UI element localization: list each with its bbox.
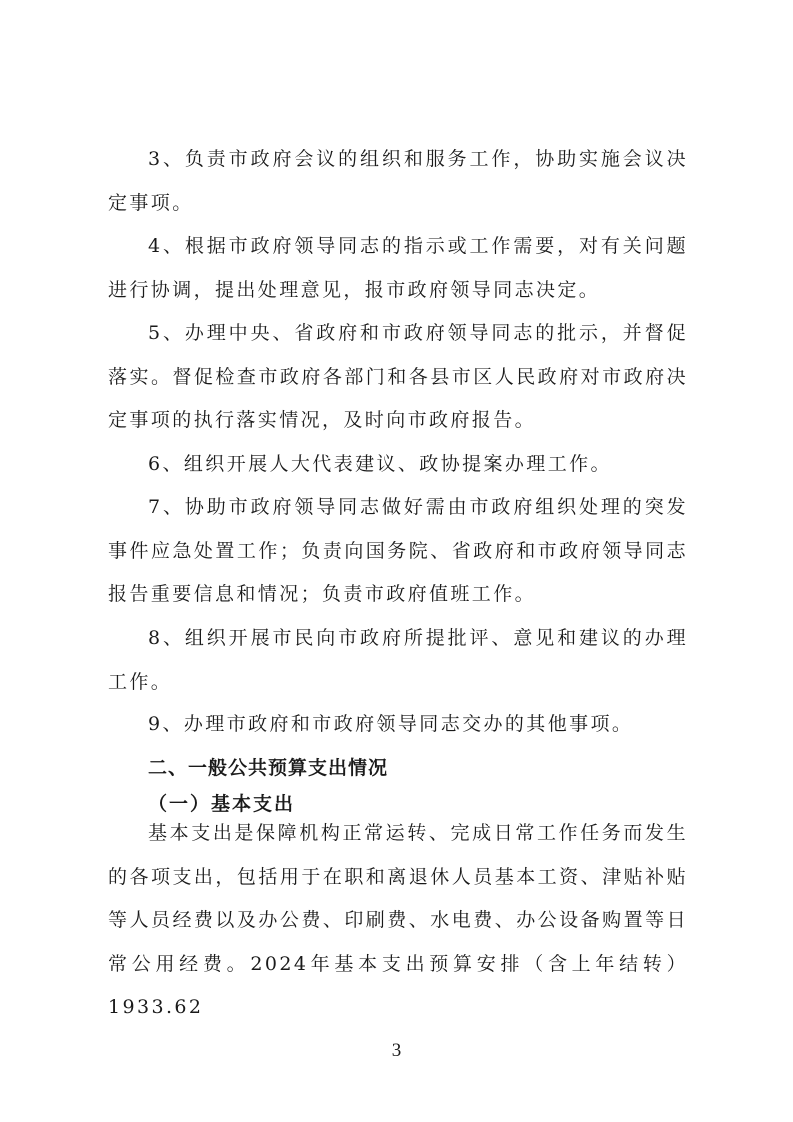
duty-item-3: 3、负责市政府会议的组织和服务工作，协助实施会议决定事项。 — [108, 148, 688, 214]
duty-item-5: 5、办理中央、省政府和市政府领导同志的批示，并督促落实。督促检查市政府各部门和各县市区人民政府对市政府决定事项的执行落实情况，及时向市政府报告。 — [108, 322, 688, 431]
duty-item-6: 6、组织开展人大代表建议、政协提案办理工作。 — [148, 453, 612, 475]
duty-item-7: 7、协助市政府领导同志做好需由市政府组织处理的突发事件应急处置工作；负责向国务院、省政府和市政府领导同志报告重要信息和情况；负责市政府值班工作。 — [108, 496, 688, 605]
subsection-heading: （一）基本支出 — [148, 793, 296, 815]
duty-item-4: 4、根据市政府领导同志的指示或工作需要，对有关问题进行协调，提出处理意见，报市政府领导同志决定。 — [108, 235, 688, 301]
basic-expenditure-paragraph: 基本支出是保障机构正常运转、完成日常工作任务而发生的各项支出，包括用于在职和离退休人员基本工资、津贴补贴等人员经费以及办公费、印刷费、水电费、办公设备购置等日常公用经费。2024年基本支出预算安排（含上年结转）1933.62 — [108, 822, 688, 1018]
duty-item-9: 9、办理市政府和市政府领导同志交办的其他事项。 — [148, 713, 634, 735]
duty-item-8: 8、组织开展市民向市政府所提批评、意见和建议的办理工作。 — [108, 627, 688, 693]
section-heading: 二、一般公共预算支出情况 — [148, 757, 389, 779]
page-number: 3 — [391, 1040, 402, 1061]
